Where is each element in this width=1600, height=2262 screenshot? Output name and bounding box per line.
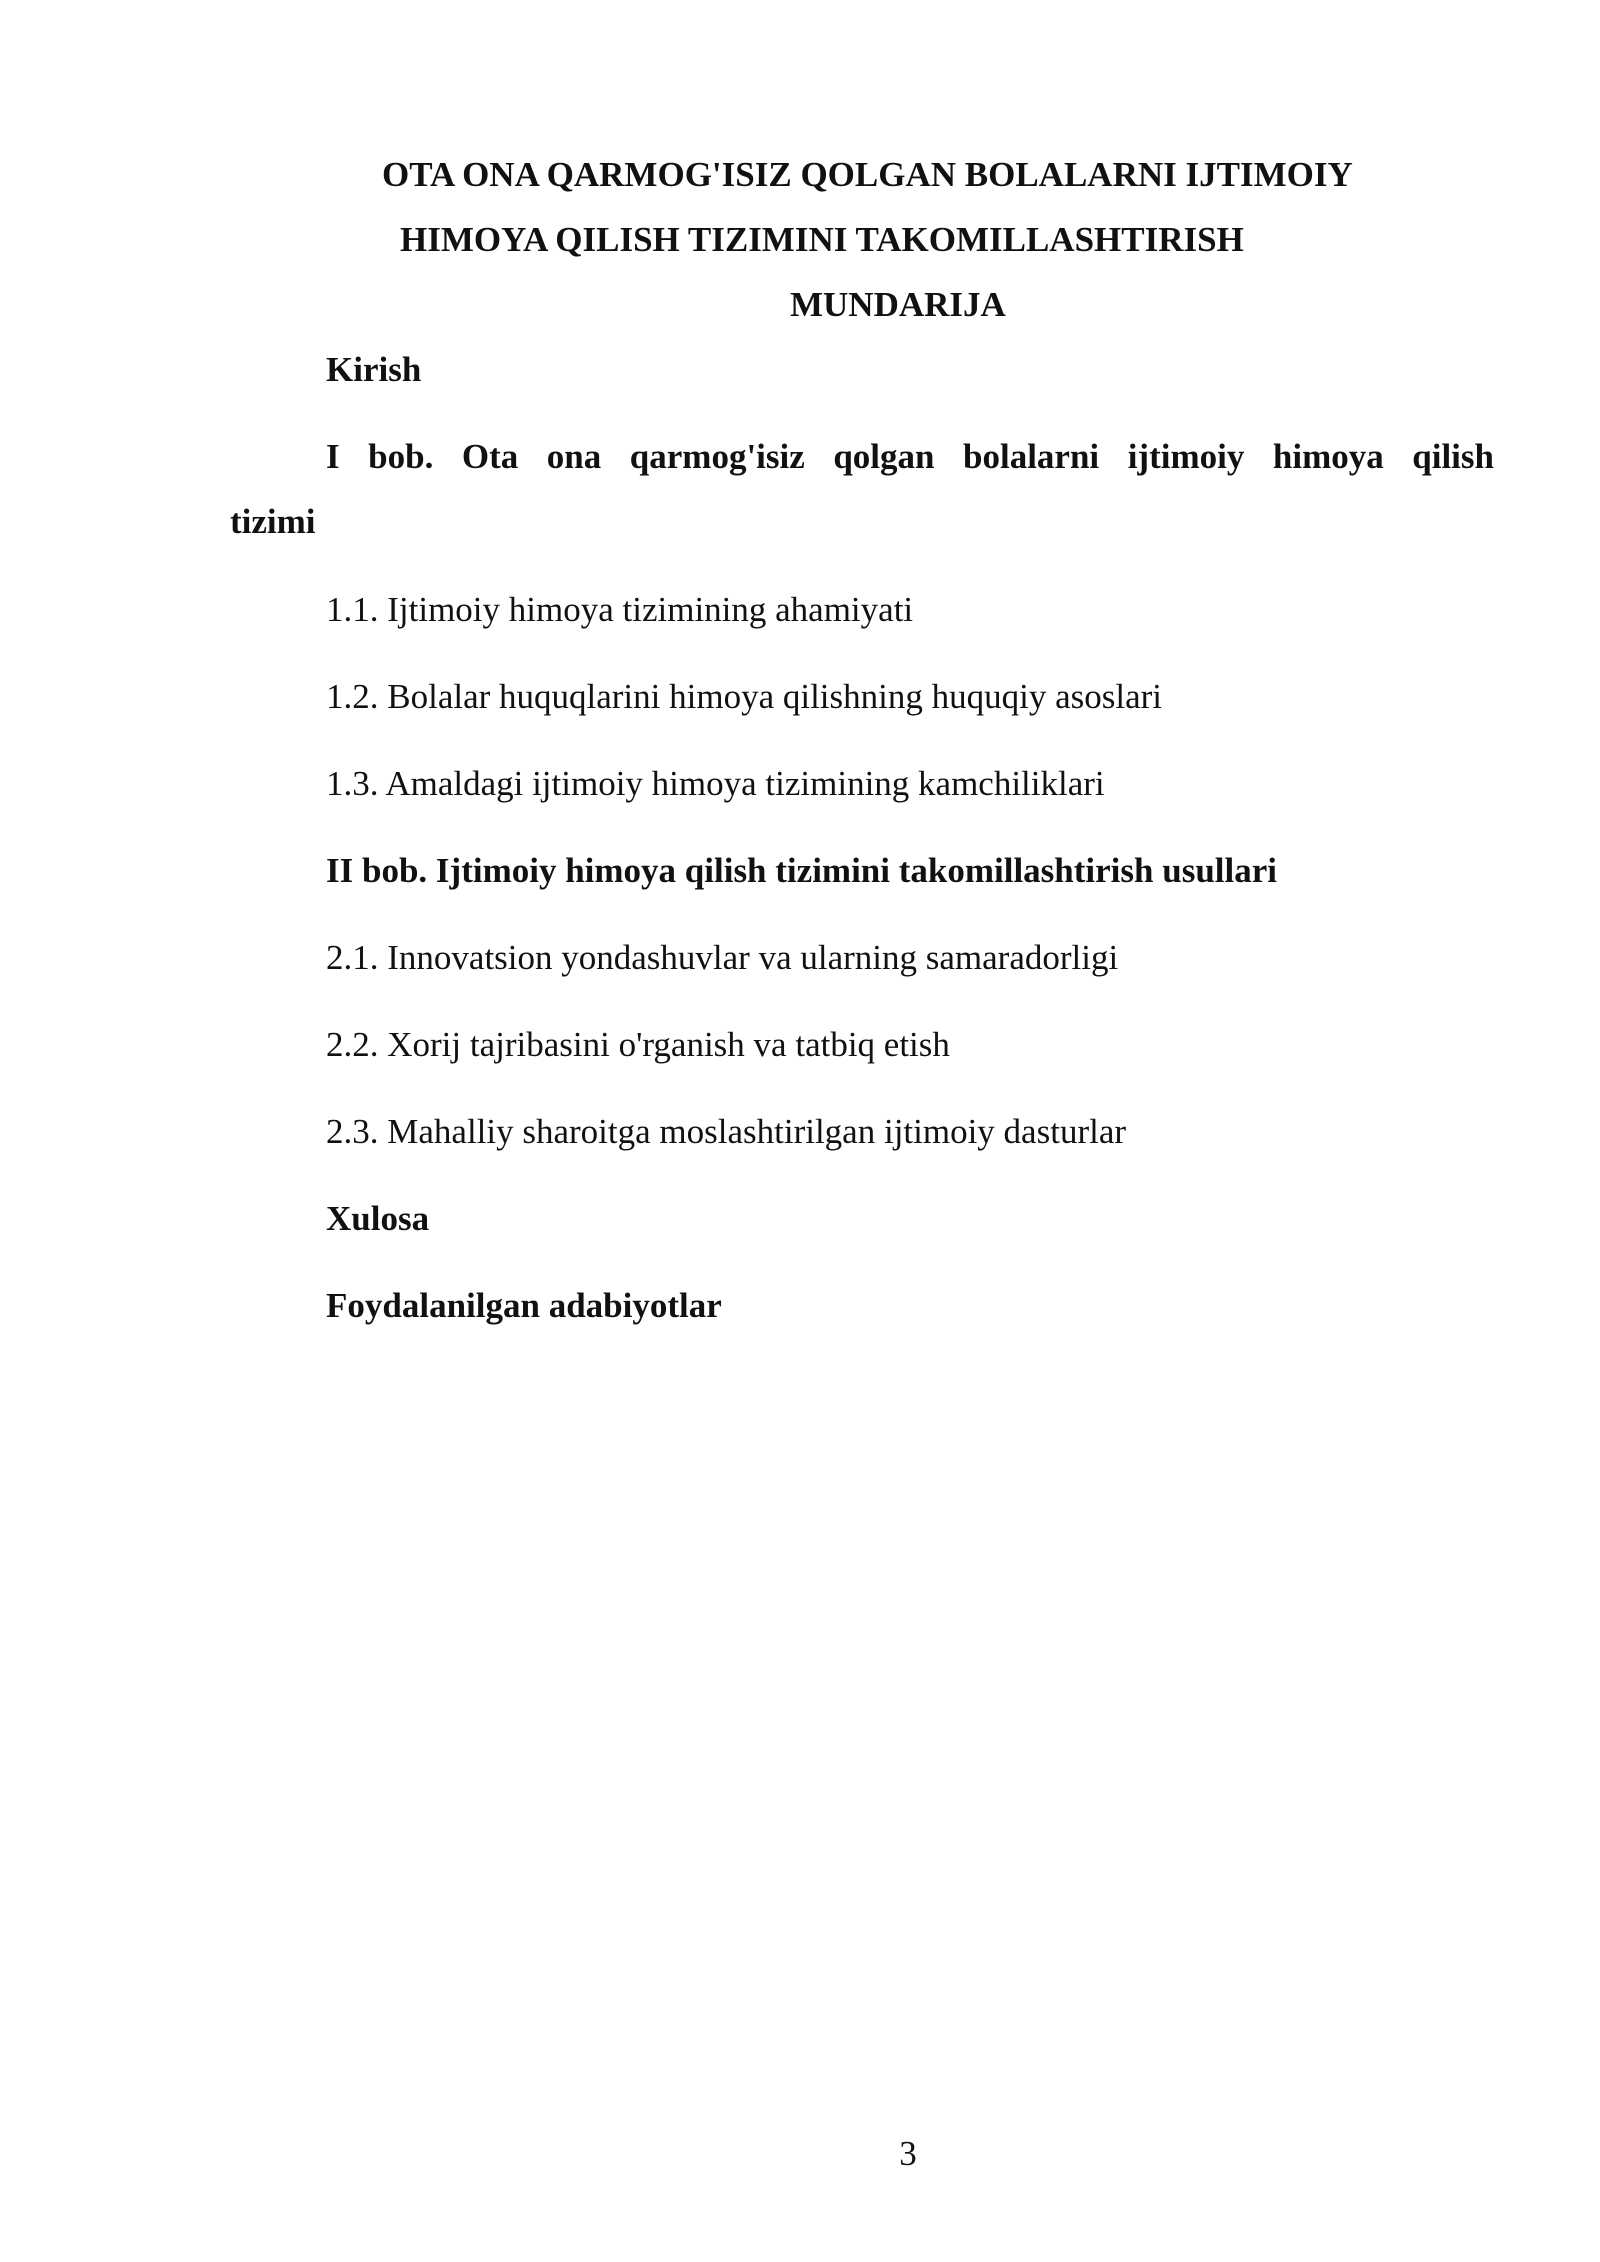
toc-entry-references: Foydalanilgan adabiyotlar: [326, 1286, 722, 1325]
toc-heading: MUNDARIJA: [790, 285, 1006, 324]
toc-section-1-3: 1.3. Amaldagi ijtimoiy himoya tizimining kamchiliklari: [326, 764, 1105, 803]
toc-section-2-3: 2.3. Mahalliy sharoitga moslashtirilgan ijtimoiy dasturlar: [326, 1112, 1127, 1151]
toc-section-1-1: 1.1. Ijtimoiy himoya tizimining ahamiyati: [326, 590, 914, 629]
toc-entry-intro: Kirish: [326, 350, 422, 389]
document-title-line-1: OTA ONA QARMOG'ISIZ QOLGAN BOLALARNI IJTIMOIY: [382, 155, 1353, 194]
toc-entry-conclusion: Xulosa: [326, 1199, 430, 1238]
document-title-line-2: HIMOYA QILISH TIZIMINI TAKOMILLASHTIRISH: [400, 220, 1244, 259]
page-number: 3: [899, 2134, 917, 2173]
toc-section-2-2: 2.2. Xorij tajribasini o'rganish va tatbiq etish: [326, 1025, 950, 1064]
toc-chapter-1-title-continued: tizimi: [230, 502, 316, 541]
toc-section-2-1: 2.1. Innovatsion yondashuvlar va ularning samaradorligi: [326, 938, 1119, 977]
toc-chapter-1-title: I bob. Ota ona qarmog'isiz qolgan bolalarni ijtimoiy himoya qilish: [326, 437, 1494, 476]
toc-chapter-2-title: II bob. Ijtimoiy himoya qilish tizimini takomillashtirish usullari: [326, 851, 1277, 890]
toc-section-1-2: 1.2. Bolalar huquqlarini himoya qilishning huquqiy asoslari: [326, 677, 1163, 716]
